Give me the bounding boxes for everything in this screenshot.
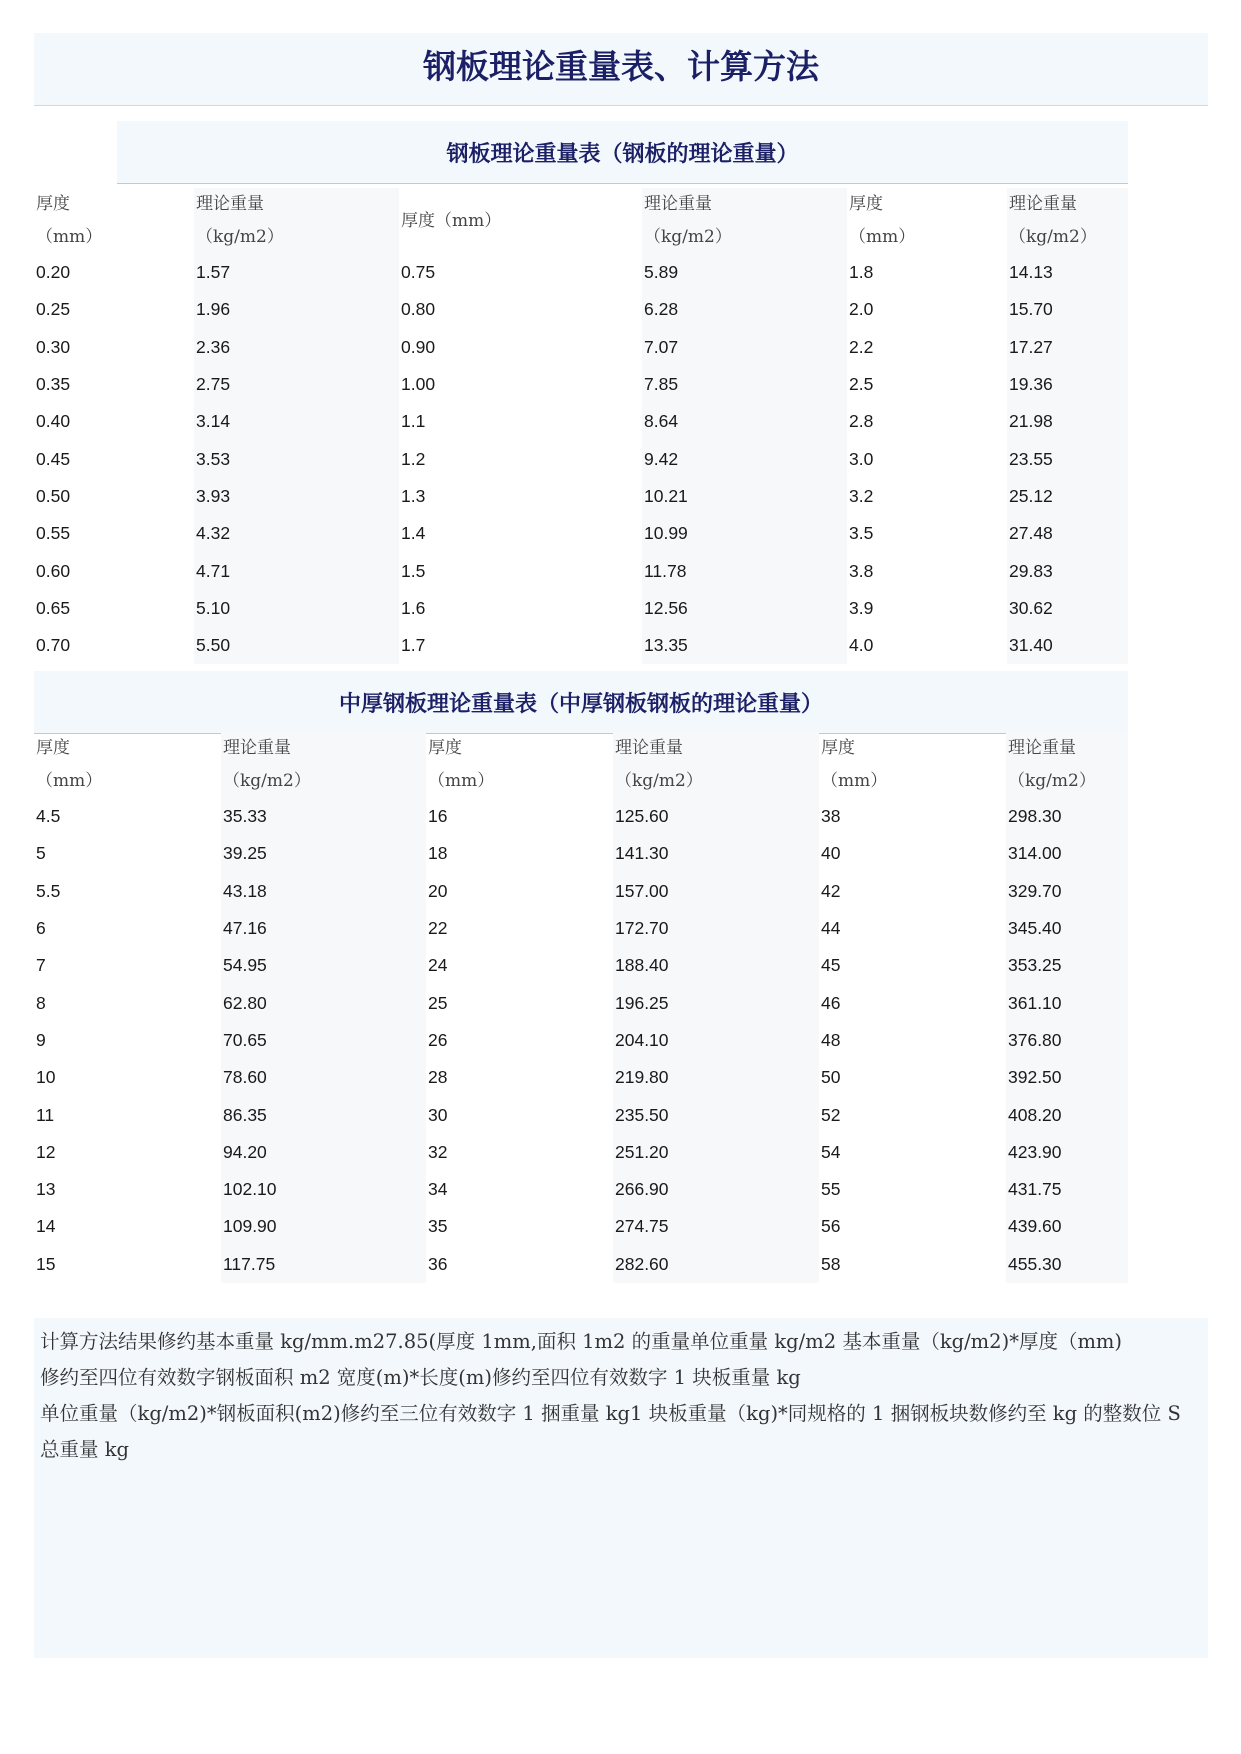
table-cell: 17.27 — [1009, 336, 1053, 357]
table-cell: 36 — [428, 1253, 448, 1274]
table-cell: 7 — [36, 955, 46, 976]
column-header-label: 理论重量 — [615, 738, 683, 758]
table-cell: 0.90 — [401, 336, 436, 357]
table-cell: 4.5 — [36, 806, 61, 827]
table-cell: 3.53 — [196, 448, 231, 469]
table-cell: 1.2 — [401, 448, 426, 469]
table-cell: 35.33 — [223, 806, 267, 827]
table-cell: 3.8 — [849, 560, 874, 581]
table1-title: 钢板理论重量表（钢板的理论重量） — [446, 141, 799, 167]
table-cell: 32 — [428, 1141, 448, 1162]
calculation-method-text — [34, 1318, 1208, 1468]
table-cell: 20 — [428, 880, 448, 901]
table-cell: 4.32 — [196, 523, 231, 544]
table-cell: 31.40 — [1009, 635, 1053, 656]
table-cell: 196.25 — [615, 992, 669, 1013]
column-header — [34, 188, 194, 254]
table-cell: 1.00 — [401, 374, 436, 395]
table-row — [34, 1246, 1128, 1283]
table-cell: 423.90 — [1008, 1141, 1062, 1162]
calculation-method-box — [34, 1318, 1208, 1658]
column-header — [426, 732, 613, 798]
column-header — [34, 732, 221, 798]
table-cell: 78.60 — [223, 1067, 267, 1088]
table-cell: 2.75 — [196, 374, 231, 395]
table-cell: 38 — [821, 806, 841, 827]
table-cell: 9.42 — [644, 448, 679, 469]
table-cell: 19.36 — [1009, 374, 1053, 395]
table-cell: 1.3 — [401, 485, 426, 506]
table-cell: 13 — [36, 1179, 56, 1200]
table-cell: 9 — [36, 1029, 46, 1050]
table-cell: 48 — [821, 1029, 841, 1050]
table-cell: 28 — [428, 1067, 448, 1088]
table-cell: 40 — [821, 843, 841, 864]
column-header — [194, 188, 399, 254]
table-cell: 2.0 — [849, 299, 874, 320]
table-cell: 23.55 — [1009, 448, 1053, 469]
table-cell: 0.20 — [36, 262, 71, 283]
column-header-unit: （kg/m2） — [223, 771, 311, 791]
table-cell: 1.5 — [401, 560, 426, 581]
table-cell: 25 — [428, 992, 448, 1013]
table-row — [34, 366, 1128, 403]
table-cell: 27.48 — [1009, 523, 1053, 544]
table-cell: 314.00 — [1008, 843, 1062, 864]
table-cell: 30 — [428, 1104, 448, 1125]
table-cell: 157.00 — [615, 880, 669, 901]
table-row — [34, 440, 1128, 477]
table-cell: 3.9 — [849, 597, 874, 618]
table-cell: 4.71 — [196, 560, 231, 581]
column-header-label: 理论重量 — [644, 194, 712, 214]
table-cell: 5.89 — [644, 262, 679, 283]
table-row — [34, 403, 1128, 440]
table-cell: 1.96 — [196, 299, 231, 320]
table-cell: 18 — [428, 843, 448, 864]
table-cell: 1.1 — [401, 411, 426, 432]
table-cell: 0.75 — [401, 262, 436, 283]
table-cell: 7.85 — [644, 374, 679, 395]
table-cell: 376.80 — [1008, 1029, 1062, 1050]
column-header-label: 理论重量 — [196, 194, 264, 214]
table-cell: 11 — [36, 1104, 55, 1125]
table-cell: 5.10 — [196, 597, 231, 618]
table-cell: 10.21 — [644, 485, 688, 506]
medium-plate-weight-table — [34, 732, 1128, 1283]
table-cell: 6 — [36, 918, 46, 939]
column-header-label: 理论重量 — [1008, 738, 1076, 758]
table-row — [34, 1134, 1128, 1171]
table-row — [34, 984, 1128, 1021]
table-cell: 25.12 — [1009, 485, 1053, 506]
table-cell: 14 — [36, 1216, 56, 1237]
table-cell: 6.28 — [644, 299, 679, 320]
table-cell: 266.90 — [615, 1179, 669, 1200]
table-cell: 1.4 — [401, 523, 426, 544]
table-cell: 26 — [428, 1029, 448, 1050]
table2-header — [34, 671, 1128, 734]
table-cell: 3.2 — [849, 485, 874, 506]
table-cell: 5 — [36, 843, 46, 864]
table-cell: 204.10 — [615, 1029, 669, 1050]
table-row — [34, 835, 1128, 872]
table-cell: 0.25 — [36, 299, 71, 320]
table-cell: 0.35 — [36, 374, 71, 395]
table-cell: 188.40 — [615, 955, 669, 976]
table-cell: 219.80 — [615, 1067, 669, 1088]
table-cell: 5.50 — [196, 635, 231, 656]
table-row — [34, 552, 1128, 589]
table-cell: 54 — [821, 1141, 841, 1162]
table-cell: 329.70 — [1008, 880, 1062, 901]
column-header — [1006, 732, 1128, 798]
table-cell: 0.60 — [36, 560, 71, 581]
table-cell: 172.70 — [615, 918, 669, 939]
table-cell: 0.55 — [36, 523, 71, 544]
column-header-unit: （mm） — [36, 227, 103, 247]
table-cell: 44 — [821, 918, 841, 939]
table-cell: 439.60 — [1008, 1216, 1062, 1237]
table-row — [34, 798, 1128, 835]
table-cell: 46 — [821, 992, 841, 1013]
table-cell: 2.5 — [849, 374, 874, 395]
table-cell: 52 — [821, 1104, 841, 1125]
table-cell: 50 — [821, 1067, 841, 1088]
table-row — [34, 478, 1128, 515]
table-cell: 3.0 — [849, 448, 874, 469]
column-header-label: 厚度 — [849, 194, 883, 214]
header-row — [34, 188, 1128, 254]
column-header-label: 厚度 — [821, 738, 855, 758]
column-header-label: 理论重量 — [223, 738, 291, 758]
table-cell: 2.8 — [849, 411, 874, 432]
calc-line: 计算方法结果修约基本重量 kg/mm.m27.85(厚度 1mm,面积 1m2 的重量单位重量 kg/m2 基本重量（kg/m2)*厚度（mm) — [40, 1330, 1123, 1353]
table1-header — [117, 121, 1128, 184]
table-cell: 0.80 — [401, 299, 436, 320]
column-header-unit: （kg/m2） — [644, 227, 732, 247]
table-cell: 8 — [36, 992, 46, 1013]
table-row — [34, 873, 1128, 910]
table-cell: 3.5 — [849, 523, 874, 544]
table-cell: 16 — [428, 806, 448, 827]
column-header-unit: （mm） — [849, 227, 916, 247]
table-cell: 361.10 — [1008, 992, 1062, 1013]
table-cell: 3.14 — [196, 411, 231, 432]
table-cell: 431.75 — [1008, 1179, 1062, 1200]
column-header-unit: （kg/m2） — [1009, 227, 1097, 247]
table-cell: 251.20 — [615, 1141, 669, 1162]
table-cell: 62.80 — [223, 992, 267, 1013]
column-header — [642, 188, 847, 254]
table-cell: 274.75 — [615, 1216, 669, 1237]
table-cell: 21.98 — [1009, 411, 1053, 432]
table-cell: 1.7 — [401, 635, 426, 656]
table-row — [34, 947, 1128, 984]
table-cell: 235.50 — [615, 1104, 669, 1125]
table-row — [34, 1059, 1128, 1096]
table-row — [34, 910, 1128, 947]
table-cell: 455.30 — [1008, 1253, 1062, 1274]
column-header-label: 厚度（mm） — [401, 210, 502, 231]
table-cell: 58 — [821, 1253, 841, 1274]
column-header-unit: （kg/m2） — [196, 227, 284, 247]
column-header — [613, 732, 819, 798]
calc-line: 单位重量（kg/m2)*钢板面积(m2)修约至三位有效数字 1 捆重量 kg1 块板重量（kg)*同规格的 1 捆钢板块数修约至 kg 的整数位 S 总重量 kg — [40, 1402, 1181, 1461]
table-cell: 42 — [821, 880, 841, 901]
table-cell: 1.57 — [196, 262, 231, 283]
calc-line: 修约至四位有效数字钢板面积 m2 宽度(m)*长度(m)修约至四位有效数字 1 块板重量 kg — [40, 1366, 801, 1389]
table-cell: 43.18 — [223, 880, 267, 901]
table-cell: 13.35 — [644, 635, 688, 656]
table-cell: 7.07 — [644, 336, 679, 357]
table-cell: 125.60 — [615, 806, 669, 827]
table-row — [34, 515, 1128, 552]
table-cell: 56 — [821, 1216, 841, 1237]
table-cell: 11.78 — [644, 560, 687, 581]
column-header-unit: （mm） — [36, 771, 103, 791]
table-cell: 408.20 — [1008, 1104, 1062, 1125]
table-cell: 0.40 — [36, 411, 71, 432]
table-cell: 102.10 — [223, 1179, 277, 1200]
table-cell: 141.30 — [615, 843, 669, 864]
table-cell: 0.45 — [36, 448, 71, 469]
steel-plate-weight-table — [34, 188, 1128, 664]
column-header-unit: （mm） — [821, 771, 888, 791]
table-cell: 24 — [428, 955, 448, 976]
table-cell: 4.0 — [849, 635, 874, 656]
header-row — [34, 732, 1128, 798]
table-row — [34, 254, 1128, 291]
table-cell: 345.40 — [1008, 918, 1062, 939]
table-cell: 0.30 — [36, 336, 71, 357]
table-cell: 86.35 — [223, 1104, 267, 1125]
table-row — [34, 590, 1128, 627]
column-header-unit: （mm） — [428, 771, 495, 791]
table-cell: 34 — [428, 1179, 448, 1200]
table-row — [34, 1208, 1128, 1245]
table-cell: 0.50 — [36, 485, 71, 506]
table-cell: 109.90 — [223, 1216, 277, 1237]
table2-title: 中厚钢板理论重量表（中厚钢板钢板的理论重量） — [338, 691, 823, 717]
table-cell: 54.95 — [223, 955, 267, 976]
column-header — [847, 188, 1007, 254]
column-header — [819, 732, 1006, 798]
table-cell: 5.5 — [36, 880, 61, 901]
table-row — [34, 1096, 1128, 1133]
table-row — [34, 1171, 1128, 1208]
table-cell: 10 — [36, 1067, 56, 1088]
table-cell: 298.30 — [1008, 806, 1062, 827]
column-header-label: 理论重量 — [1009, 194, 1077, 214]
table-row — [34, 627, 1128, 664]
table-cell: 55 — [821, 1179, 841, 1200]
table-row — [34, 1022, 1128, 1059]
column-header-unit: （kg/m2） — [615, 771, 703, 791]
table-cell: 3.93 — [196, 485, 231, 506]
table-cell: 15.70 — [1009, 299, 1053, 320]
table-cell: 15 — [36, 1253, 56, 1274]
table-cell: 12 — [36, 1141, 56, 1162]
table-cell: 35 — [428, 1216, 448, 1237]
table-cell: 10.99 — [644, 523, 688, 544]
table-cell: 0.70 — [36, 635, 71, 656]
table-cell: 94.20 — [223, 1141, 267, 1162]
table-row — [34, 291, 1128, 328]
table-cell: 30.62 — [1009, 597, 1053, 618]
column-header-label: 厚度 — [36, 738, 70, 758]
table-cell: 12.56 — [644, 597, 688, 618]
title-band — [34, 33, 1208, 106]
column-header-label: 厚度 — [36, 194, 70, 214]
table-cell: 70.65 — [223, 1029, 267, 1050]
table-row — [34, 329, 1128, 366]
table-cell: 2.36 — [196, 336, 231, 357]
page-title: 钢板理论重量表、计算方法 — [423, 47, 819, 86]
column-header-label: 厚度 — [428, 738, 462, 758]
table-cell: 1.8 — [849, 262, 874, 283]
column-header — [221, 732, 426, 798]
table-cell: 353.25 — [1008, 955, 1062, 976]
table-cell: 14.13 — [1009, 262, 1053, 283]
table-cell: 29.83 — [1009, 560, 1053, 581]
table-cell: 117.75 — [223, 1253, 276, 1274]
table-cell: 0.65 — [36, 597, 71, 618]
table-cell: 45 — [821, 955, 841, 976]
table-cell: 392.50 — [1008, 1067, 1062, 1088]
table-cell: 22 — [428, 918, 448, 939]
column-header-unit: （kg/m2） — [1008, 771, 1096, 791]
table-cell: 2.2 — [849, 336, 874, 357]
table-cell: 282.60 — [615, 1253, 669, 1274]
column-header — [1007, 188, 1128, 254]
column-header — [399, 188, 642, 254]
table-cell: 39.25 — [223, 843, 267, 864]
table-cell: 47.16 — [223, 918, 267, 939]
table-cell: 1.6 — [401, 597, 426, 618]
table-cell: 8.64 — [644, 411, 679, 432]
